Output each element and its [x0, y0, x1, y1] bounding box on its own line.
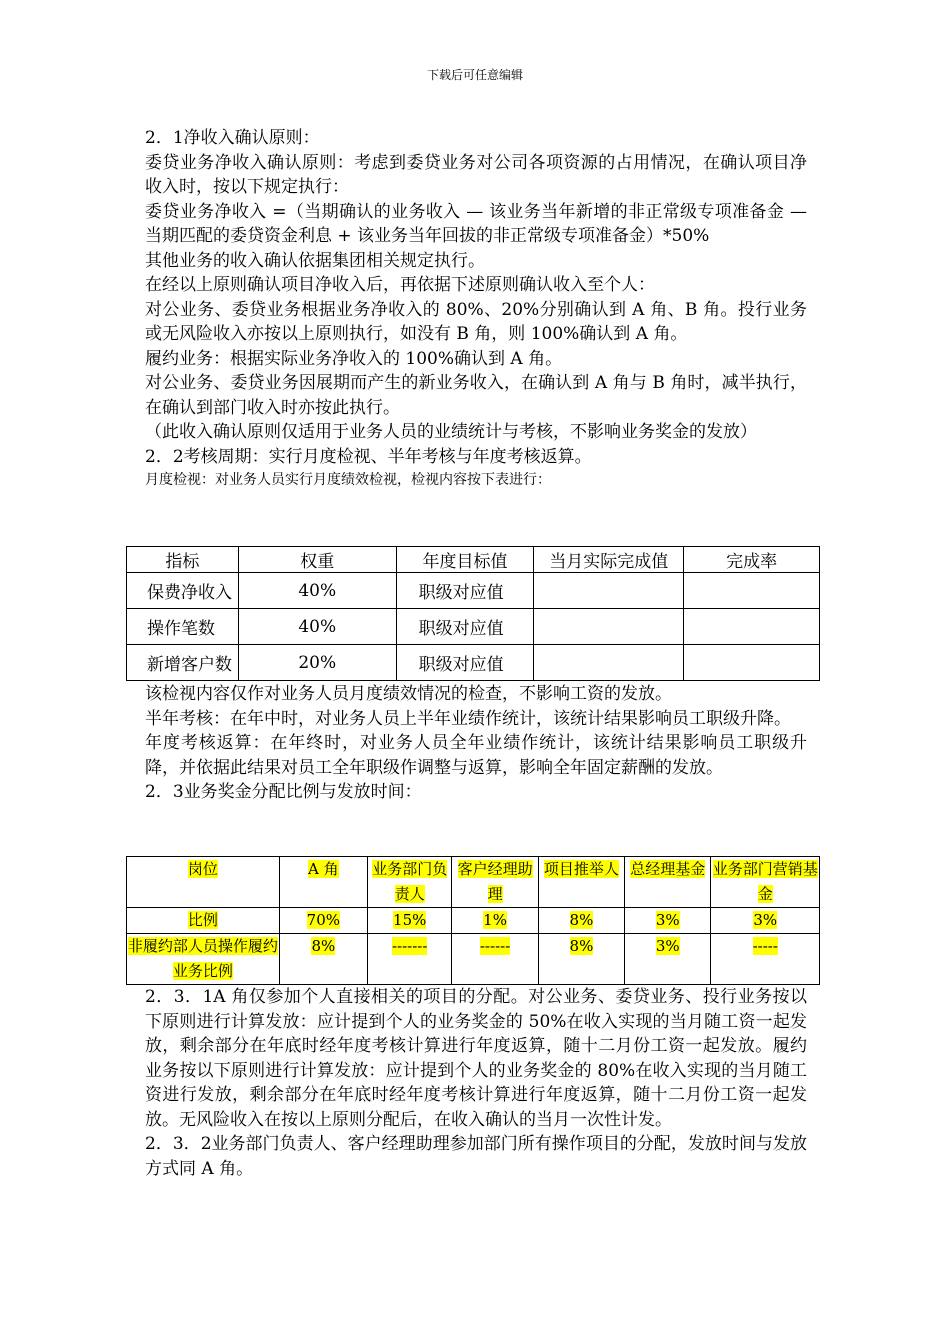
paragraph: （此收入确认原则仅适用于业务人员的业绩统计与考核，不影响业务奖金的发放）: [145, 422, 757, 442]
bonus-allocation-table: [126, 856, 820, 985]
table-cell: [684, 609, 820, 645]
table-cell: 40%: [238, 573, 396, 609]
table-cell: 操作笔数: [127, 609, 239, 645]
table-cell: -------: [368, 934, 452, 985]
table-cell: 职级对应值: [396, 609, 534, 645]
table-cell: -----: [711, 934, 820, 985]
paragraph: 2．3．1A 角仅参加个人直接相关的项目的分配。对公业务、委贷业务、投行业务按以下原则进行计算发放：应计提到个人的业务奖金的 50%在收入实现的当月随工资一起发放，剩余部分在年底时经年度考核计算进行年度返算，随十二月份工资一起发放。履约业务按以下原则进行计算发放：应计提到个人的业务奖金的 80%在收入实现的当月随工资进行发放，剩余部分在年底时经年度考核计算进行年度返算，随十二月份工资一起发放。无风险收入在按以上原则分配后，在收入确认的当月一次性计发。: [145, 987, 807, 1130]
table-header-cell: 项目推举人: [538, 857, 624, 908]
table-cell: 非履约部人员操作履约业务比例: [127, 934, 280, 985]
paragraph: 2．3．2业务部门负责人、客户经理助理参加部门所有操作项目的分配，发放时间与发放方式同 A 角。: [145, 1134, 807, 1179]
table-cell: 70%: [279, 908, 367, 934]
table-cell: 比例: [127, 908, 280, 934]
table-row: [127, 645, 820, 681]
paragraph: 对公业务、委贷业务根据业务净收入的 80%、20%分别确认到 A 角、B 角。投行业务或无风险收入亦按以上原则执行，如没有 B 角，则 100%确认到 A 角。: [145, 299, 807, 344]
table-cell: 保费净收入: [127, 573, 239, 609]
table-row: [127, 934, 820, 985]
table-header-cell: 业务部门营销基金: [711, 857, 820, 908]
table-header-cell: 当月实际完成值: [534, 547, 684, 573]
table-header-cell: 客户经理助理: [452, 857, 538, 908]
table-header-cell: A 角: [279, 857, 367, 908]
table-cell: 3%: [625, 934, 711, 985]
table-header-cell: 年度目标值: [396, 547, 534, 573]
section-2-1: [145, 126, 807, 491]
table-cell: 职级对应值: [396, 645, 534, 681]
table-header-cell: 业务部门负责人: [368, 857, 452, 908]
paragraph: 委贷业务净收入 =（当期确认的业务收入 — 该业务当年新增的非正常级专项准备金 — 当期匹配的委贷资金利息 + 该业务当年回拔的非正常级专项准备金）*50%: [145, 201, 807, 246]
table-header-row: [127, 547, 820, 573]
table-cell: 8%: [279, 934, 367, 985]
table-cell: 20%: [238, 645, 396, 681]
table-cell: 15%: [368, 908, 452, 934]
table-cell: 3%: [625, 908, 711, 934]
paragraph: 履约业务：根据实际业务净收入的 100%确认到 A 角。: [145, 348, 563, 369]
table-row: [127, 573, 820, 609]
table-header-cell: 权重: [238, 547, 396, 573]
table-cell: 职级对应值: [396, 573, 534, 609]
section-title: 2．2考核周期：实行月度检视、半年考核与年度考核返算。: [145, 446, 592, 467]
table-cell: [534, 609, 684, 645]
paragraph: 半年考核：在年中时，对业务人员上半年业绩作统计，该统计结果影响员工职级升降。: [145, 708, 791, 729]
table-cell: 8%: [538, 908, 624, 934]
table-cell: 3%: [711, 908, 820, 934]
table-header-cell: 完成率: [684, 547, 820, 573]
table-cell: ------: [452, 934, 538, 985]
table-cell: [534, 645, 684, 681]
table-cell: 40%: [238, 609, 396, 645]
paragraph: 该检视内容仅作对业务人员月度绩效情况的检查，不影响工资的发放。: [145, 684, 672, 704]
monthly-intro: 月度检视：对业务人员实行月度绩效检视，检视内容按下表进行：: [145, 472, 551, 488]
section-title: 2．1净收入确认原则：: [145, 128, 320, 148]
paragraph: 委贷业务净收入确认原则：考虑到委贷业务对公司各项资源的占用情况，在确认项目净收入时，按以下规定执行：: [145, 152, 807, 197]
monthly-review-table: [126, 546, 820, 681]
table-cell: 新增客户数: [127, 645, 239, 681]
section-2-2-text: [145, 682, 807, 805]
table-cell: 8%: [538, 934, 624, 985]
table-cell: [684, 645, 820, 681]
paragraph: 年度考核返算：在年终时，对业务人员全年业绩作统计，该统计结果影响员工职级升降，并依据此结果对员工全年职级作调整与返算，影响全年固定薪酬的发放。: [145, 733, 807, 778]
table-cell: [534, 573, 684, 609]
paragraph: 其他业务的收入确认依据集团相关规定执行。: [145, 250, 485, 271]
table-header-cell: 指标: [127, 547, 239, 573]
section-2-3-text: [145, 985, 807, 1181]
table-row: [127, 609, 820, 645]
table-header-cell: 岗位: [127, 857, 280, 908]
table-cell: 1%: [452, 908, 538, 934]
page-header-note: 下载后可任意编辑: [426, 68, 523, 82]
paragraph: 在经以上原则确认项目净收入后，再依据下述原则确认收入至个人：: [145, 275, 655, 295]
section-title: 2．3业务奖金分配比例与发放时间：: [145, 782, 422, 802]
table-header-row: [127, 857, 820, 908]
table-header-cell: 总经理基金: [625, 857, 711, 908]
table-row: [127, 908, 820, 934]
paragraph: 对公业务、委贷业务因展期而产生的新业务收入，在确认到 A 角与 B 角时，减半执行，在确认到部门收入时亦按此执行。: [145, 373, 807, 418]
table-cell: [684, 573, 820, 609]
